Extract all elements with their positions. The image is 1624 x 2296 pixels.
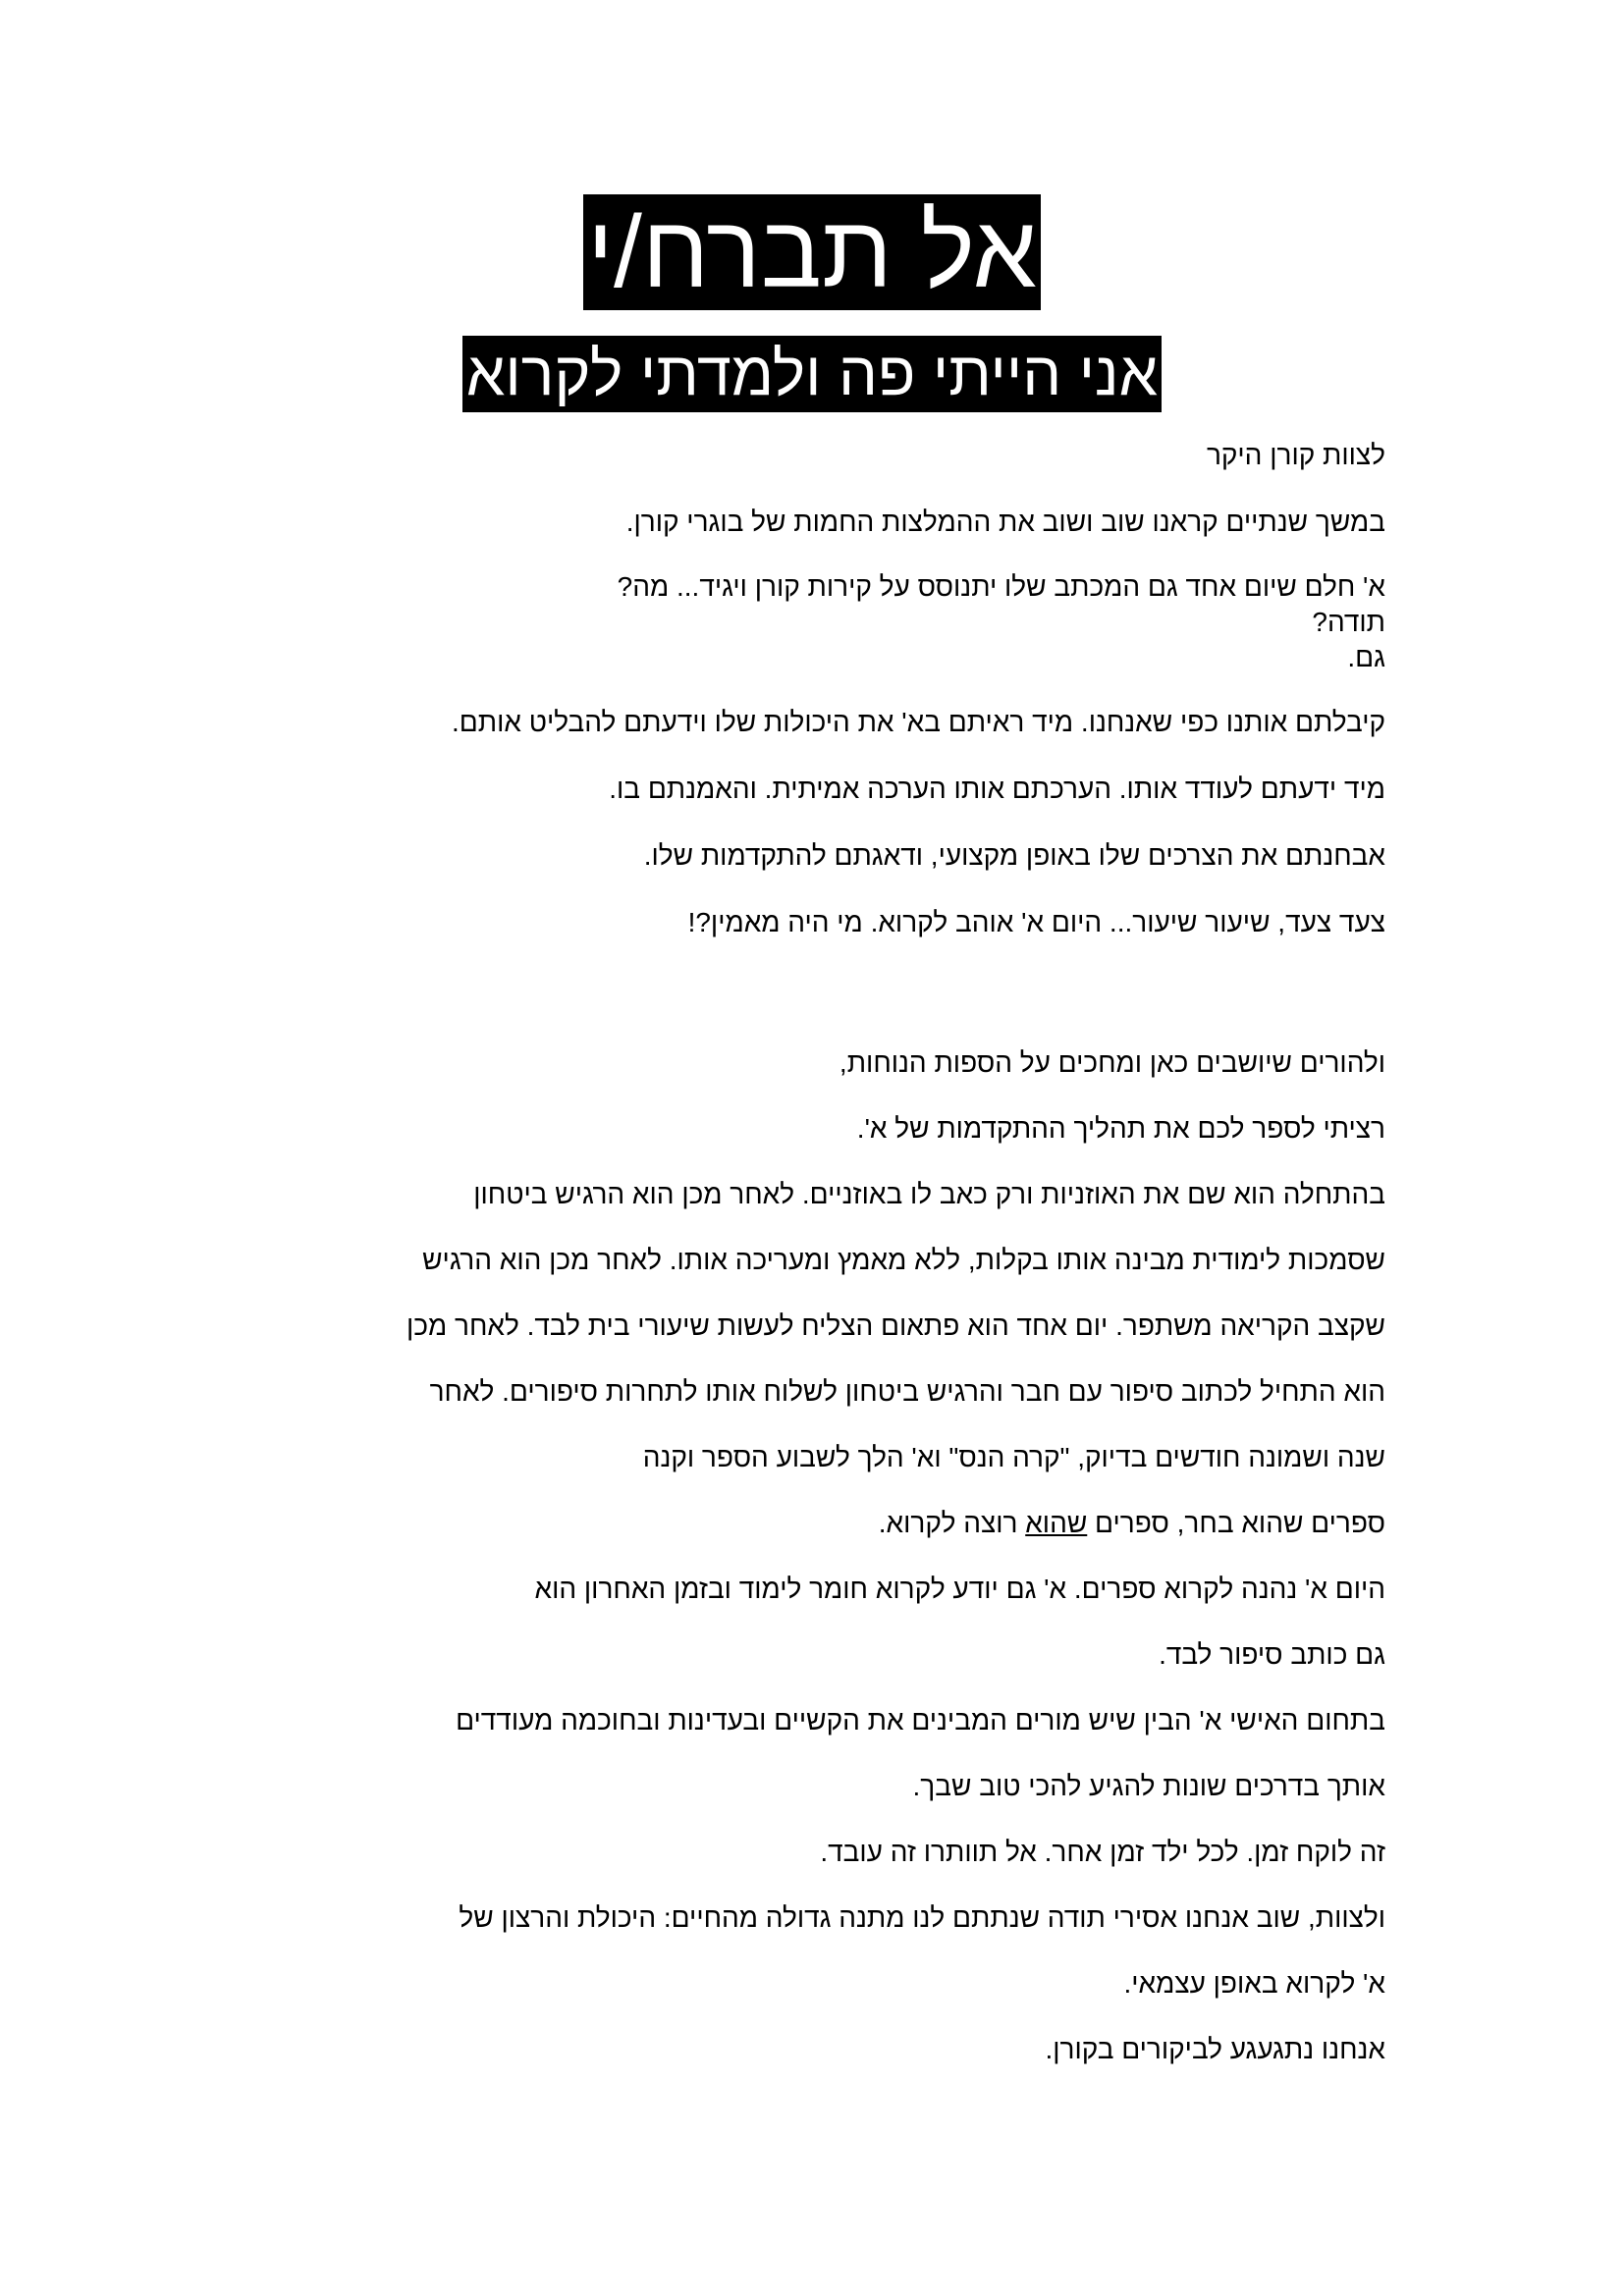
paragraph (227, 569, 1385, 675)
page-subtitle: אני הייתי פה ולמדתי לקרוא (462, 336, 1162, 412)
text-line: הוא התחיל לכתוב סיפור עם חבר והרגיש ביטחון לשלוח אותו לתחרות סיפורים. לאחר (429, 1376, 1385, 1407)
text-line: שקצב הקריאה משתפר. יום אחד הוא פתאום הצליח לעשות שיעורי בית לבד. לאחר מכן (406, 1310, 1385, 1341)
text-line: זה לוקח זמן. לכל ילד זמן אחר. אל תוותרו זה עובד. (820, 1837, 1385, 1867)
letter-section-parents (227, 1030, 1385, 2082)
text-line: תודה? (1312, 607, 1385, 637)
paragraph: מיד ידעתם לעודד אותו. הערכתם אותו הערכה אמיתית. והאמנתם בו. (609, 774, 1385, 804)
text-line: בהתחלה הוא שם את האוזניות ורק כאב לו באוזניים. לאחר מכן הוא הרגיש ביטחון (473, 1179, 1385, 1209)
text-line: אנחנו נתגעגע לביקורים בקורן. (1045, 2034, 1385, 2064)
greeting: לצוות קורן היקר (1206, 440, 1385, 470)
paragraph: צעד צעד, שיעור שיעור... היום א' אוהב לקרוא. מי היה מאמין?! (687, 907, 1385, 937)
text-line: גם כותב סיפור לבד. (1159, 1639, 1385, 1670)
text-line: בתחום האישי א' הבין שיש מורים המבינים את הקשיים ובעדינות ובחוכמה מעודדים (456, 1705, 1385, 1735)
paragraph: במשך שנתיים קראנו שוב ושוב את ההמלצות החמות של בוגרי קורן. (625, 507, 1385, 537)
text-line (227, 1490, 1385, 1556)
text-line: גם. (1347, 642, 1385, 672)
page-title: אל תברח/י (583, 194, 1041, 310)
text-line: א' לקרוא באופן עצמאי. (1123, 1968, 1385, 1999)
underlined-word: שהוא (1025, 1508, 1088, 1538)
subtitle-container (0, 336, 1624, 412)
text-line: היום א' נהנה לקרוא ספרים. א' גם יודע לקרוא חומר לימוד ובזמן האחרון הוא (534, 1574, 1385, 1604)
text-segment: ספרים שהוא בחר, ספרים (1087, 1508, 1385, 1538)
text-line: שנה ושמונה חודשים בדיוק, "קרה הנס" וא' הלך לשבוע הספר וקנה (642, 1442, 1385, 1472)
text-line: שסמכות לימודית מבינה אותו בקלות, ללא מאמץ ומעריכה אותו. לאחר מכן הוא הרגיש (422, 1245, 1385, 1275)
paragraph: אבחנתם את הצרכים שלו באופן מקצועי, ודאגתם להתקדמות שלו. (643, 840, 1385, 871)
letter-section-staff (227, 436, 1385, 970)
text-line: רציתי לספר לכם את תהליך ההתקדמות של א'. (856, 1113, 1385, 1144)
text-line: אותך בדרכים שונות להגיע להכי טוב שבך. (912, 1771, 1385, 1801)
text-line: א' חלם שיום אחד גם המכתב שלו יתנוסס על קירות קורן ויגיד... מה? (617, 571, 1385, 602)
text-segment: רוצה לקרוא. (878, 1508, 1026, 1538)
text-line: ולצוות, שוב אנחנו אסירי תודה שנתתם לנו מתנה גדולה מהחיים: היכולת והרצון של (459, 1902, 1385, 1933)
text-line: ולהורים שיושבים כאן ומחכים על הספות הנוחות, (839, 1047, 1385, 1078)
paragraph: קיבלתם אותנו כפי שאנחנו. מיד ראיתם בא' את היכולות שלו וידעתם להבליט אותם. (451, 707, 1385, 737)
title-container (0, 194, 1624, 310)
